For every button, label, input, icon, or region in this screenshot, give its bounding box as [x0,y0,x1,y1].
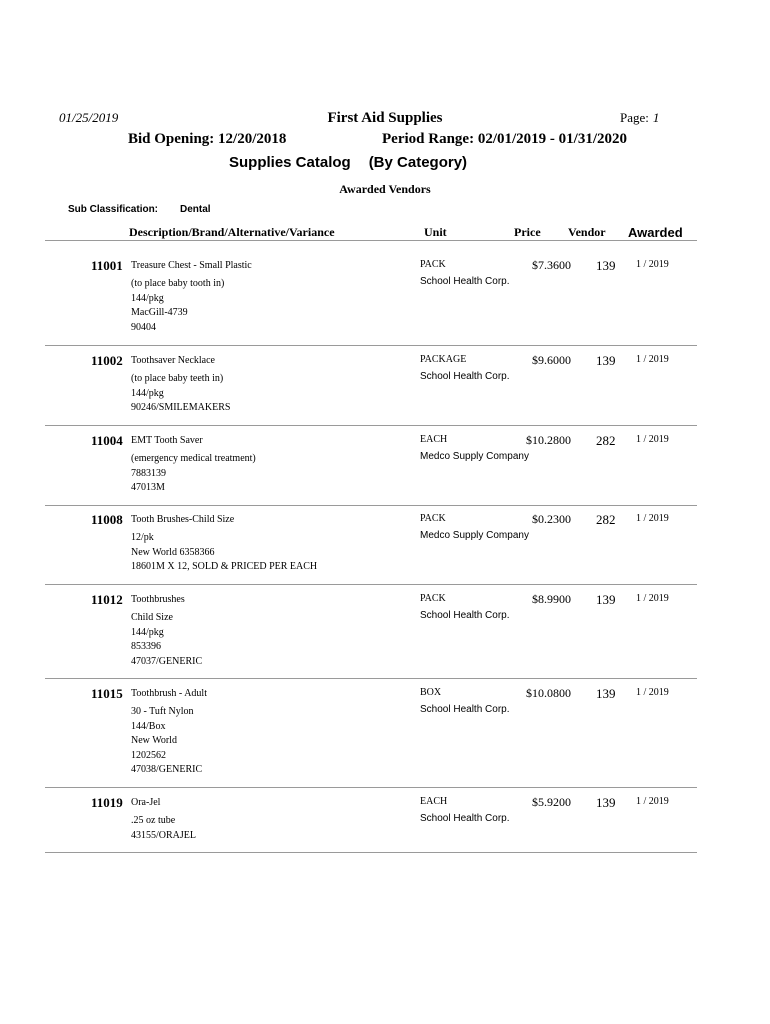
item-detail-line: 144/pkg [131,292,164,304]
row-divider [45,584,697,585]
item-vendor-name: School Health Corp. [420,704,510,715]
page-indicator [620,110,659,126]
item-detail-line: (emergency medical treatment) [131,453,256,464]
catalog-title: Supplies Catalog [229,154,351,171]
page-label: Page: [620,110,649,125]
item-vendor-number: 139 [596,353,616,368]
item-detail-line: 144/pkg [131,626,164,638]
item-detail-line: 47038/GENERIC [131,764,203,776]
item-unit: EACH [420,434,448,445]
item-number: 11012 [91,592,123,607]
item-vendor-name: School Health Corp. [420,813,510,824]
column-header-price: Price [514,225,541,239]
row-divider [45,678,697,679]
column-header-unit: Unit [424,225,447,239]
item-number: 11002 [91,353,123,368]
item-awarded: 1 / 2019 [636,513,669,524]
item-vendor-name: School Health Corp. [420,276,510,287]
sub-classification-value: Dental [180,204,211,215]
item-description: Toothsaver Necklace [131,355,215,366]
item-unit: EACH [420,796,448,807]
item-detail-line: 12/pk [131,532,154,543]
item-vendor-name: School Health Corp. [420,610,510,621]
item-unit: PACK [420,513,446,524]
bid-opening: Bid Opening: 12/20/2018 [128,131,287,147]
awarded-vendors-heading: Awarded Vendors [339,182,431,196]
item-detail-line: 30 - Tuft Nylon [131,706,194,717]
item-awarded: 1 / 2019 [636,796,669,807]
item-description: Toothbrush - Adult [131,688,207,699]
item-awarded: 1 / 2019 [636,259,669,270]
item-price: $8.9900 [532,592,571,606]
page-number: 1 [652,110,660,125]
row-divider [45,787,697,788]
period-range: Period Range: 02/01/2019 - 01/31/2020 [382,131,627,147]
item-detail-line: 18601M X 12, SOLD & PRICED PER EACH [131,561,318,573]
item-unit: PACK [420,593,446,604]
report-title: First Aid Supplies [327,110,443,126]
row-divider [45,345,697,346]
item-detail-line: MacGill-4739 [131,307,188,319]
item-vendor-number: 139 [596,795,616,810]
column-header-description: Description/Brand/Alternative/Variance [129,225,335,239]
item-number: 11004 [91,433,123,448]
item-detail-line: 1202562 [131,749,166,761]
item-vendor-name: Medco Supply Company [420,530,529,541]
item-awarded: 1 / 2019 [636,687,669,698]
item-detail-line: 144/pkg [131,387,164,399]
catalog-subtitle: (By Category) [368,154,468,171]
item-price: $5.9200 [532,795,571,809]
item-detail-line: 47013M [131,482,165,494]
column-header-vendor: Vendor [568,225,606,239]
item-awarded: 1 / 2019 [636,434,669,445]
item-number: 11001 [91,258,123,273]
column-header-awarded: Awarded [628,225,683,240]
item-vendor-number: 139 [596,258,616,273]
item-detail-line: (to place baby tooth in) [131,278,225,289]
item-detail-line: 853396 [131,641,161,653]
item-detail-line: New World 6358366 [131,546,215,558]
item-price: $9.6000 [532,353,571,367]
item-price: $10.2800 [526,433,571,447]
report-date: 01/25/2019 [59,110,119,125]
header-divider [45,240,697,241]
item-price: $7.3600 [532,258,571,272]
item-detail-line: 47037/GENERIC [131,655,203,667]
item-vendor-number: 139 [596,592,616,607]
item-description: Ora-Jel [131,797,161,808]
item-detail-line: .25 oz tube [131,815,176,826]
item-detail-line: 90404 [131,321,156,333]
item-detail-line: New World [131,735,177,747]
item-price: $10.0800 [526,686,571,700]
row-divider [45,425,697,426]
item-description: Tooth Brushes-Child Size [131,514,235,525]
item-number: 11015 [91,686,123,701]
catalog-heading [229,154,467,171]
item-unit: PACK [420,259,446,270]
item-detail-line: (to place baby teeth in) [131,373,224,384]
item-price: $0.2300 [532,512,571,526]
item-awarded: 1 / 2019 [636,593,669,604]
item-number: 11019 [91,795,123,810]
item-detail-line: Child Size [131,612,173,623]
item-description: Toothbrushes [131,594,185,605]
item-unit: BOX [420,687,442,698]
sub-classification [68,204,211,215]
item-unit: PACKAGE [420,354,467,365]
item-detail-line: 144/Box [131,720,166,732]
item-vendor-name: School Health Corp. [420,371,510,382]
item-vendor-number: 282 [596,433,616,448]
item-vendor-number: 282 [596,512,616,527]
item-description: EMT Tooth Saver [131,435,203,446]
item-awarded: 1 / 2019 [636,354,669,365]
row-divider [45,852,697,853]
item-number: 11008 [91,512,123,527]
item-detail-line: 43155/ORAJEL [131,829,196,841]
item-detail-line: 90246/SMILEMAKERS [131,402,231,414]
row-divider [45,505,697,506]
item-vendor-number: 139 [596,686,616,701]
sub-classification-label: Sub Classification: [68,204,159,215]
item-description: Treasure Chest - Small Plastic [131,260,252,271]
item-vendor-name: Medco Supply Company [420,451,529,462]
item-detail-line: 7883139 [131,467,166,479]
